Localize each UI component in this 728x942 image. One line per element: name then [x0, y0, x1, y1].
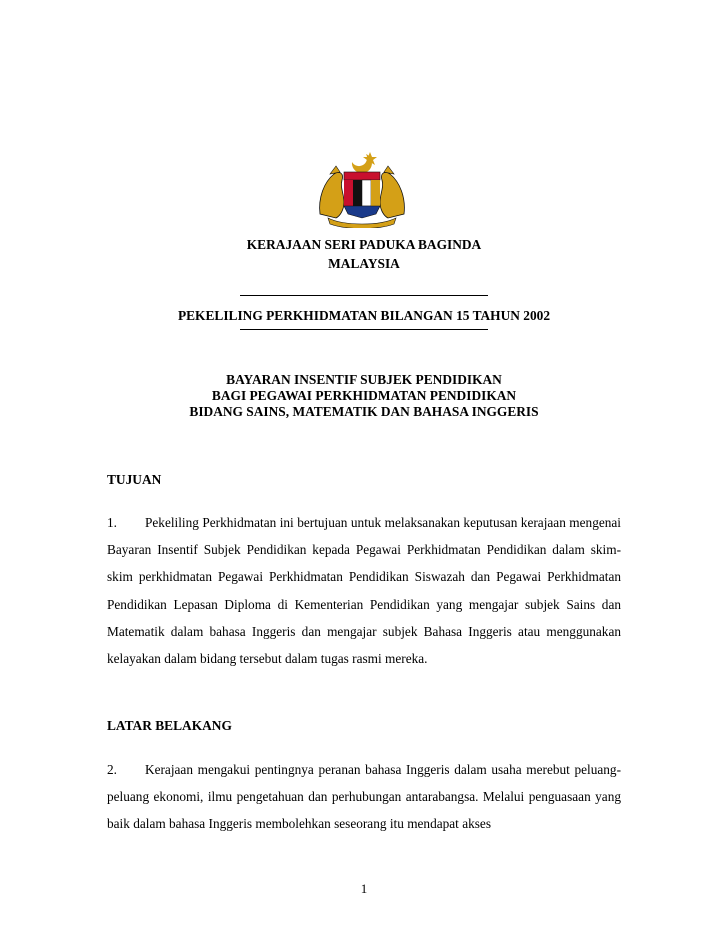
paragraph-text: Kerajaan mengakui pentingnya peranan bahasa Inggeris dalam usaha merebut peluang-peluang ekonomi, ilmu pengetahuan dan perhubungan antarabangsa. Melalui penguasaan yang baik dalam bahasa Inggeris membolehkan seseorang itu mendapat akses: [107, 762, 621, 832]
malaysia-coat-of-arms-icon: [314, 148, 410, 228]
title-bottom-rule: [240, 329, 488, 330]
paragraph-number: 1.: [107, 515, 117, 530]
government-name-line1: KERAJAAN SERI PADUKA BAGINDA: [246, 237, 482, 252]
paragraph-text: Pekeliling Perkhidmatan ini bertujuan untuk melaksanakan keputusan kerajaan mengenai Bayaran Insentif Subjek Pendidikan kepada Pegawai Perkhidmatan Pendidikan dalam skim-skim perkhidmatan Pegawai Perkhidmatan Pendidikan Siswazah dan Pegawai Perkhidmatan Pendidikan Lepasan Diploma di Kementerian Pendidikan yang mengajar subjek Sains dan Matematik dalam bahasa Inggeris dan mengajar subjek Bahasa Inggeris atau menggunakan kelayakan dalam bidang tersebut dalam tugas rasmi mereka.: [107, 515, 621, 667]
paragraph-1: [107, 509, 621, 672]
subject-line1: BAYARAN INSENTIF SUBJEK PENDIDIKAN: [226, 372, 502, 387]
paragraph-number: 2.: [107, 762, 117, 777]
section-heading-latar-belakang: LATAR BELAKANG: [107, 718, 232, 733]
page-number: 1: [360, 881, 368, 896]
circular-title: PEKELILING PERKHIDMATAN BILANGAN 15 TAHUN 2002: [177, 308, 551, 323]
government-name-line2: MALAYSIA: [328, 256, 400, 271]
paragraph-2: [107, 756, 621, 838]
subject-line3: BIDANG SAINS, MATEMATIK DAN BAHASA INGGERIS: [189, 404, 539, 419]
title-top-rule: [240, 295, 488, 296]
subject-line2: BAGI PEGAWAI PERKHIDMATAN PENDIDIKAN: [211, 388, 517, 403]
section-heading-tujuan: TUJUAN: [107, 472, 162, 487]
